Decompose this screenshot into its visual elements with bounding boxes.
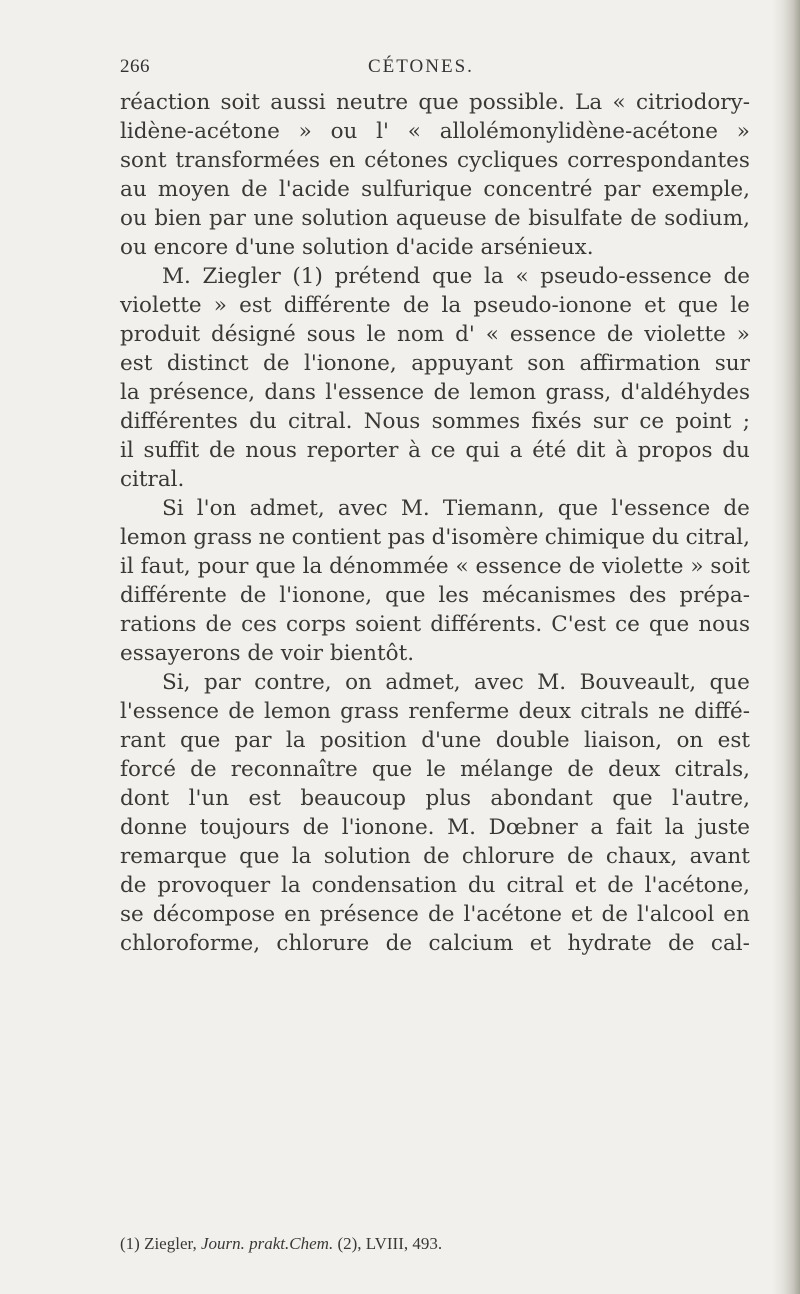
page-header (120, 56, 720, 86)
word: des (628, 583, 667, 608)
word: qui (465, 438, 500, 463)
text-line (120, 813, 750, 842)
word: du (651, 525, 680, 550)
word: sur (714, 351, 750, 376)
word: ces (241, 612, 277, 637)
word: il (120, 554, 134, 579)
word: de (209, 438, 236, 463)
word: et (571, 902, 593, 927)
word: mécanismes (482, 583, 616, 608)
word: fixés (531, 409, 582, 434)
word: en (328, 148, 356, 173)
word: distinct (166, 351, 249, 376)
word: que (677, 293, 719, 318)
word: et (644, 293, 666, 318)
word: C'est (551, 612, 607, 637)
word: du (722, 438, 750, 463)
word: mélange (460, 757, 554, 782)
text-line (120, 842, 750, 871)
word: du (249, 409, 277, 434)
word: aussi (270, 90, 326, 115)
word: nous (245, 438, 297, 463)
word: a (590, 815, 604, 840)
word: de (601, 902, 628, 927)
word: ce (430, 438, 456, 463)
word: faut, (140, 554, 191, 579)
word: est (717, 728, 750, 753)
word: double (495, 728, 570, 753)
word: violette (601, 554, 684, 579)
word: sur (592, 409, 629, 434)
word: contre, (254, 670, 332, 695)
word: position (319, 728, 407, 753)
word: « (485, 322, 499, 347)
word: ; (742, 409, 750, 434)
word: rant (120, 728, 166, 753)
word: hydrate (567, 931, 652, 956)
word: l'ionone, (303, 351, 397, 376)
text-line (120, 523, 750, 552)
word: chimique (544, 525, 646, 550)
text-line (120, 784, 750, 813)
word: chloroforme, (120, 931, 261, 956)
word: la (281, 873, 301, 898)
text-line (120, 900, 750, 929)
word: rations (120, 612, 197, 637)
word: une (253, 206, 294, 231)
word: moyen (157, 177, 230, 202)
word: de (263, 351, 290, 376)
word: appuyant (411, 351, 513, 376)
text-line (120, 552, 750, 581)
word: citral. (288, 409, 353, 434)
word: d'une (421, 728, 482, 753)
word: ce (639, 409, 665, 434)
word: par (234, 728, 272, 753)
word: lemon (469, 380, 537, 405)
word: a (509, 438, 523, 463)
word: l' (376, 119, 389, 144)
word: désigné (211, 322, 296, 347)
word: de (427, 902, 455, 927)
word: propos (637, 438, 713, 463)
word: sodium, (664, 206, 750, 231)
word: du (467, 873, 496, 898)
text-line (120, 755, 750, 784)
word: » (298, 119, 312, 144)
word: l'on (196, 496, 237, 521)
word: beaucoup (300, 786, 407, 811)
word: Ziegler (202, 264, 281, 289)
word: que (612, 786, 653, 811)
text-line (120, 581, 750, 610)
word: sulfurique (361, 177, 473, 202)
word: que (385, 583, 426, 608)
word: été (532, 438, 567, 463)
page-edge (772, 0, 800, 1294)
word: d'aldéhydes (620, 380, 750, 405)
word: d' (455, 322, 475, 347)
word: de (241, 177, 268, 202)
word: que (255, 554, 296, 579)
word: essence (475, 554, 562, 579)
word: cétones (364, 148, 449, 173)
word: l'essence (120, 699, 219, 724)
text-line (120, 465, 750, 494)
word: cycliques (457, 148, 559, 173)
word: violette (120, 293, 202, 318)
word: possible. (469, 90, 565, 115)
word: par (203, 670, 241, 695)
word: transformées (175, 148, 320, 173)
word: pseudo-ionone (473, 293, 632, 318)
word: le (730, 293, 750, 318)
word: l'essence (611, 496, 711, 521)
word: différents. (430, 612, 543, 637)
text-line (120, 378, 750, 407)
word: neutre (336, 90, 409, 115)
word: affirmation (579, 351, 701, 376)
word: dans (264, 380, 316, 405)
word: de (120, 873, 147, 898)
word: abondant (490, 786, 593, 811)
word: dénommée (329, 554, 449, 579)
word: remarque (120, 844, 227, 869)
word: la (484, 264, 504, 289)
word: allolémonylidène-acétone (439, 119, 718, 144)
word: admet, (385, 670, 461, 695)
word: en (284, 902, 311, 927)
word: la (441, 293, 462, 318)
word: décompose (152, 902, 276, 927)
text-line (120, 871, 750, 900)
word: Si (162, 496, 184, 521)
text-line (120, 436, 750, 465)
word: concentré (483, 177, 593, 202)
text-line (120, 668, 750, 697)
footnote-author: Ziegler, (144, 1234, 197, 1253)
word: juste (697, 815, 750, 840)
word: de (239, 583, 267, 608)
text-line (120, 407, 750, 436)
word: la (285, 728, 306, 753)
word: le (426, 757, 446, 782)
word: que (432, 264, 473, 289)
word: La (575, 90, 603, 115)
word: chaux, (605, 844, 678, 869)
word: contient (291, 525, 382, 550)
word: solution (301, 206, 389, 231)
word: soit (710, 554, 750, 579)
text-line (120, 320, 750, 349)
word: sont (120, 148, 167, 173)
word: de (190, 757, 217, 782)
word: la (291, 844, 312, 869)
word: Bouveault, (579, 670, 697, 695)
word: toujours (199, 815, 290, 840)
word: de (606, 322, 634, 347)
word: pour (197, 554, 249, 579)
word: présence, (149, 380, 256, 405)
word: se (120, 902, 144, 927)
word: M. (400, 496, 430, 521)
text-line (120, 639, 750, 668)
word: on (676, 728, 704, 753)
word: bisulfate (528, 206, 623, 231)
word: « (455, 554, 469, 579)
word: plus (425, 786, 471, 811)
text-line (120, 204, 750, 233)
word: (1) (292, 264, 323, 289)
text-line-content: essayerons de voir bientôt. (120, 641, 415, 666)
word: l'autre, (672, 786, 750, 811)
word: ce (615, 612, 640, 637)
text-line (120, 233, 750, 262)
word: la (120, 380, 140, 405)
word: à (615, 438, 628, 463)
word: renferme (408, 699, 510, 724)
word: ou (120, 206, 147, 231)
word: admet, (249, 496, 325, 521)
word: suffit (143, 438, 200, 463)
word: citriodory- (635, 90, 750, 115)
word: est (239, 293, 272, 318)
word: de (423, 844, 450, 869)
word: nom (397, 322, 445, 347)
word: de (723, 264, 750, 289)
text-line (120, 146, 750, 175)
word: essence (509, 322, 596, 347)
word: citrals (580, 699, 649, 724)
word: citral, (685, 525, 750, 550)
word: et (574, 873, 597, 898)
word: M. (447, 815, 476, 840)
word: de (302, 815, 330, 840)
word: on (345, 670, 372, 695)
word: Nous (363, 409, 421, 434)
word: de (228, 699, 255, 724)
word: sommes (431, 409, 521, 434)
text-line (120, 117, 750, 146)
word: point (675, 409, 732, 434)
word: présence (319, 902, 419, 927)
text-line (120, 697, 750, 726)
word: chlorure (276, 931, 370, 956)
word: prépa- (679, 583, 750, 608)
word: sous (306, 322, 356, 347)
word: en (723, 902, 750, 927)
word: lemon (120, 525, 187, 550)
word: que (709, 670, 750, 695)
word: la (664, 815, 685, 840)
word: l'alcool (636, 902, 715, 927)
word: lemon (264, 699, 331, 724)
word: son (527, 351, 566, 376)
word: de (568, 554, 596, 579)
word: citrals, (674, 757, 750, 782)
word: corps (285, 612, 346, 637)
word: avec (337, 496, 388, 521)
word: « (612, 90, 626, 115)
word: il (120, 438, 134, 463)
word: que (371, 757, 413, 782)
word: Tiemann, (442, 496, 545, 521)
word: pas (387, 525, 426, 550)
word: bien (154, 206, 202, 231)
word: forcé (120, 757, 176, 782)
word: violette (644, 322, 726, 347)
word: soient (355, 612, 422, 637)
word: l'essence (325, 380, 425, 405)
word: à (408, 438, 421, 463)
word: provoquer (157, 873, 271, 898)
word: que (557, 496, 599, 521)
word: grass, (545, 380, 612, 405)
word: l'acétone (463, 902, 562, 927)
word: de (205, 612, 232, 637)
text-line (120, 88, 750, 117)
word: nous (698, 612, 750, 637)
word: que (648, 612, 690, 637)
word: reconnaître (230, 757, 358, 782)
word: aqueuse (395, 206, 487, 231)
word: est (120, 351, 153, 376)
word: chlorure (461, 844, 555, 869)
word: diffé- (694, 699, 750, 724)
word: liaison, (583, 728, 663, 753)
footnote (120, 1234, 740, 1254)
word: M. (537, 670, 567, 695)
text-line (120, 291, 750, 320)
text-line (120, 494, 750, 523)
word: est (248, 786, 281, 811)
word: » (690, 554, 704, 579)
word: exemple, (651, 177, 750, 202)
word: différente (120, 583, 227, 608)
word: grass (193, 525, 253, 550)
word: de (723, 496, 750, 521)
word: de (433, 380, 460, 405)
word: citral (506, 873, 564, 898)
word: grass (340, 699, 400, 724)
word: la (302, 554, 323, 579)
word: différente (283, 293, 391, 318)
word: correspondantes (567, 148, 750, 173)
word: solution (323, 844, 411, 869)
word: les (438, 583, 470, 608)
word: calcium (428, 931, 514, 956)
word: reporter (306, 438, 399, 463)
text-line (120, 349, 750, 378)
word: de (567, 757, 594, 782)
word: que (239, 844, 280, 869)
word: de (402, 293, 430, 318)
text-line (120, 726, 750, 755)
word: l'ionone, (279, 583, 373, 608)
word: que (418, 90, 459, 115)
word: produit (120, 322, 201, 347)
page-number: 266 (120, 56, 150, 77)
word: de (494, 206, 521, 231)
word: le (366, 322, 387, 347)
word: dit (576, 438, 606, 463)
text-line (120, 262, 750, 291)
word: pseudo-essence (540, 264, 712, 289)
word: fait (615, 815, 653, 840)
word: » (736, 322, 750, 347)
word: condensation (311, 873, 457, 898)
word: de (630, 206, 657, 231)
text-line (120, 929, 750, 958)
word: différentes (120, 409, 238, 434)
word: M. (162, 264, 191, 289)
word: de (385, 931, 413, 956)
word: » (736, 119, 750, 144)
footnote-journal: Journ. prakt.Chem. (200, 1234, 334, 1253)
word: et (529, 931, 552, 956)
word: avec (474, 670, 524, 695)
word: l'acétone, (644, 873, 750, 898)
word: de (668, 931, 695, 956)
word: réaction (120, 90, 211, 115)
word: cal- (710, 931, 750, 956)
word: de (567, 844, 594, 869)
word: ou (330, 119, 358, 144)
word: l'acide (278, 177, 350, 202)
text-line-content: citral. (120, 467, 185, 492)
word: ne (258, 525, 286, 550)
word: ne (658, 699, 685, 724)
word: par (209, 206, 246, 231)
word: prétend (334, 264, 421, 289)
word: » (213, 293, 227, 318)
footnote-marker: (1) (120, 1234, 140, 1253)
body-text (120, 88, 750, 958)
running-title: CÉTONES. (368, 56, 474, 77)
word: « (407, 119, 421, 144)
word: que (179, 728, 221, 753)
text-line-content: ou encore d'une solution d'acide arsénieux. (120, 235, 594, 260)
text-line (120, 610, 750, 639)
word: dont (120, 786, 170, 811)
word: deux (518, 699, 572, 724)
word: « (515, 264, 529, 289)
word: lidène-acétone (120, 119, 280, 144)
word: d'isomère (431, 525, 539, 550)
word: au (120, 177, 147, 202)
word: deux (607, 757, 661, 782)
footnote-reference: (2), LVIII, 493. (337, 1234, 443, 1253)
word: par (603, 177, 641, 202)
word: l'un (188, 786, 230, 811)
text-line (120, 175, 750, 204)
word: l'ionone. (341, 815, 435, 840)
word: donne (120, 815, 188, 840)
word: de (607, 873, 634, 898)
word: Si, (162, 670, 191, 695)
word: Dœbner (488, 815, 578, 840)
word: soit (220, 90, 260, 115)
word: avant (689, 844, 750, 869)
